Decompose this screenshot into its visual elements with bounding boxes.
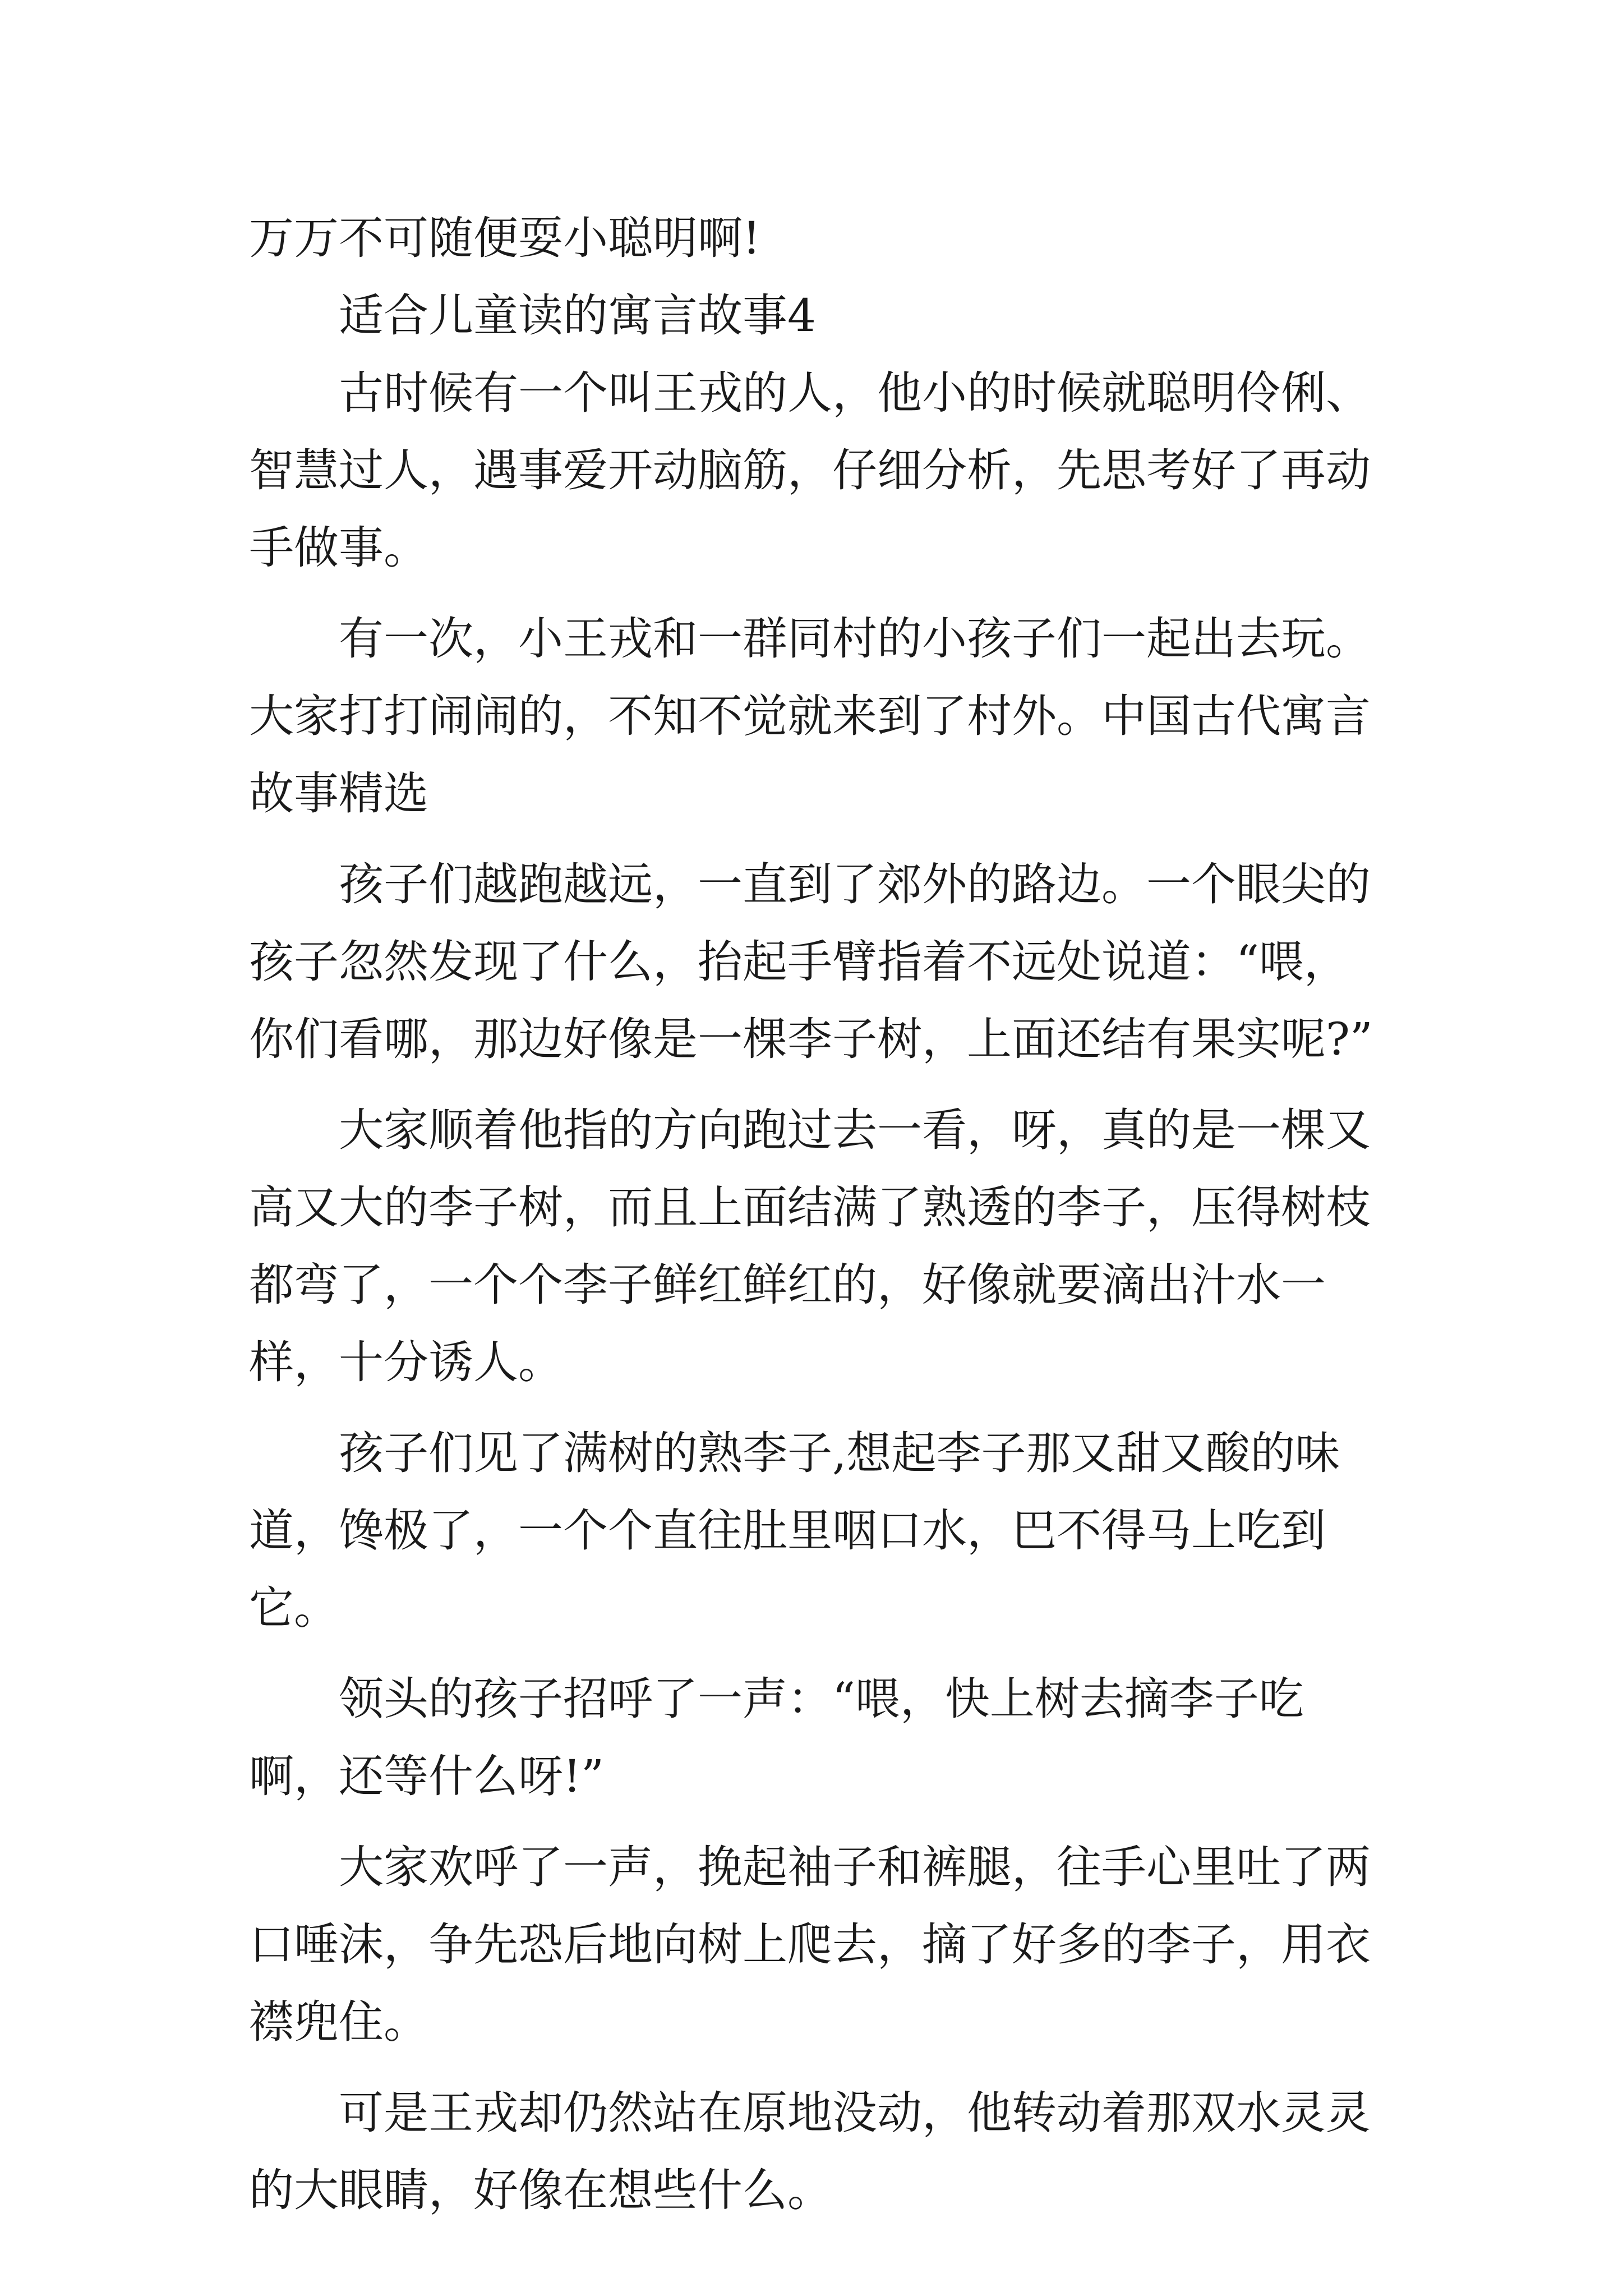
paragraph: 孩子们越跑越远，一直到了郊外的路边。一个眼尖的孩子忽然发现了什么，抬起手臂指着不远处说道：“喂，你们看哪，那边好像是一棵李子树，上面还结有果实呢?” — [249, 858, 1373, 1065]
section-heading: 适合儿童读的寓言故事4 — [339, 289, 816, 342]
body-text — [249, 200, 1387, 2229]
paragraph-continuation: 万万不可随便耍小聪明啊! — [249, 212, 761, 264]
paragraph: 可是王戎却仍然站在原地没动，他转动着那双水灵灵的大眼睛，好像在想些什么。 — [249, 2087, 1371, 2216]
paragraph: 有一次，小王戎和一群同村的小孩子们一起出去玩。大家打打闹闹的，不知不觉就来到了村外。中国古代寓言故事精选 — [249, 613, 1371, 820]
paragraph: 孩子们见了满树的熟李子,想起李子那又甜又酸的味道，馋极了，一个个直往肚里咽口水，巴不得马上吃到它。 — [249, 1427, 1340, 1634]
paragraph: 领头的孩子招呼了一声：“喂，快上树去摘李子吃啊，还等什么呀!” — [249, 1673, 1304, 1802]
paragraph: 大家欢呼了一声，挽起袖子和裤腿，往手心里吐了两口唾沫，争先恐后地向树上爬去，摘了好多的李子，用衣襟兜住。 — [249, 1841, 1371, 2048]
paragraph: 古时候有一个叫王戎的人，他小的时候就聪明伶俐、智慧过人，遇事爱开动脑筋，仔细分析，先思考好了再动手做事。 — [249, 367, 1371, 574]
paragraph: 大家顺着他指的方向跑过去一看，呀，真的是一棵又高又大的李子树，而且上面结满了熟透的李子，压得树枝都弯了，一个个李子鲜红鲜红的，好像就要滴出汁水一样，十分诱人。 — [249, 1104, 1371, 1388]
